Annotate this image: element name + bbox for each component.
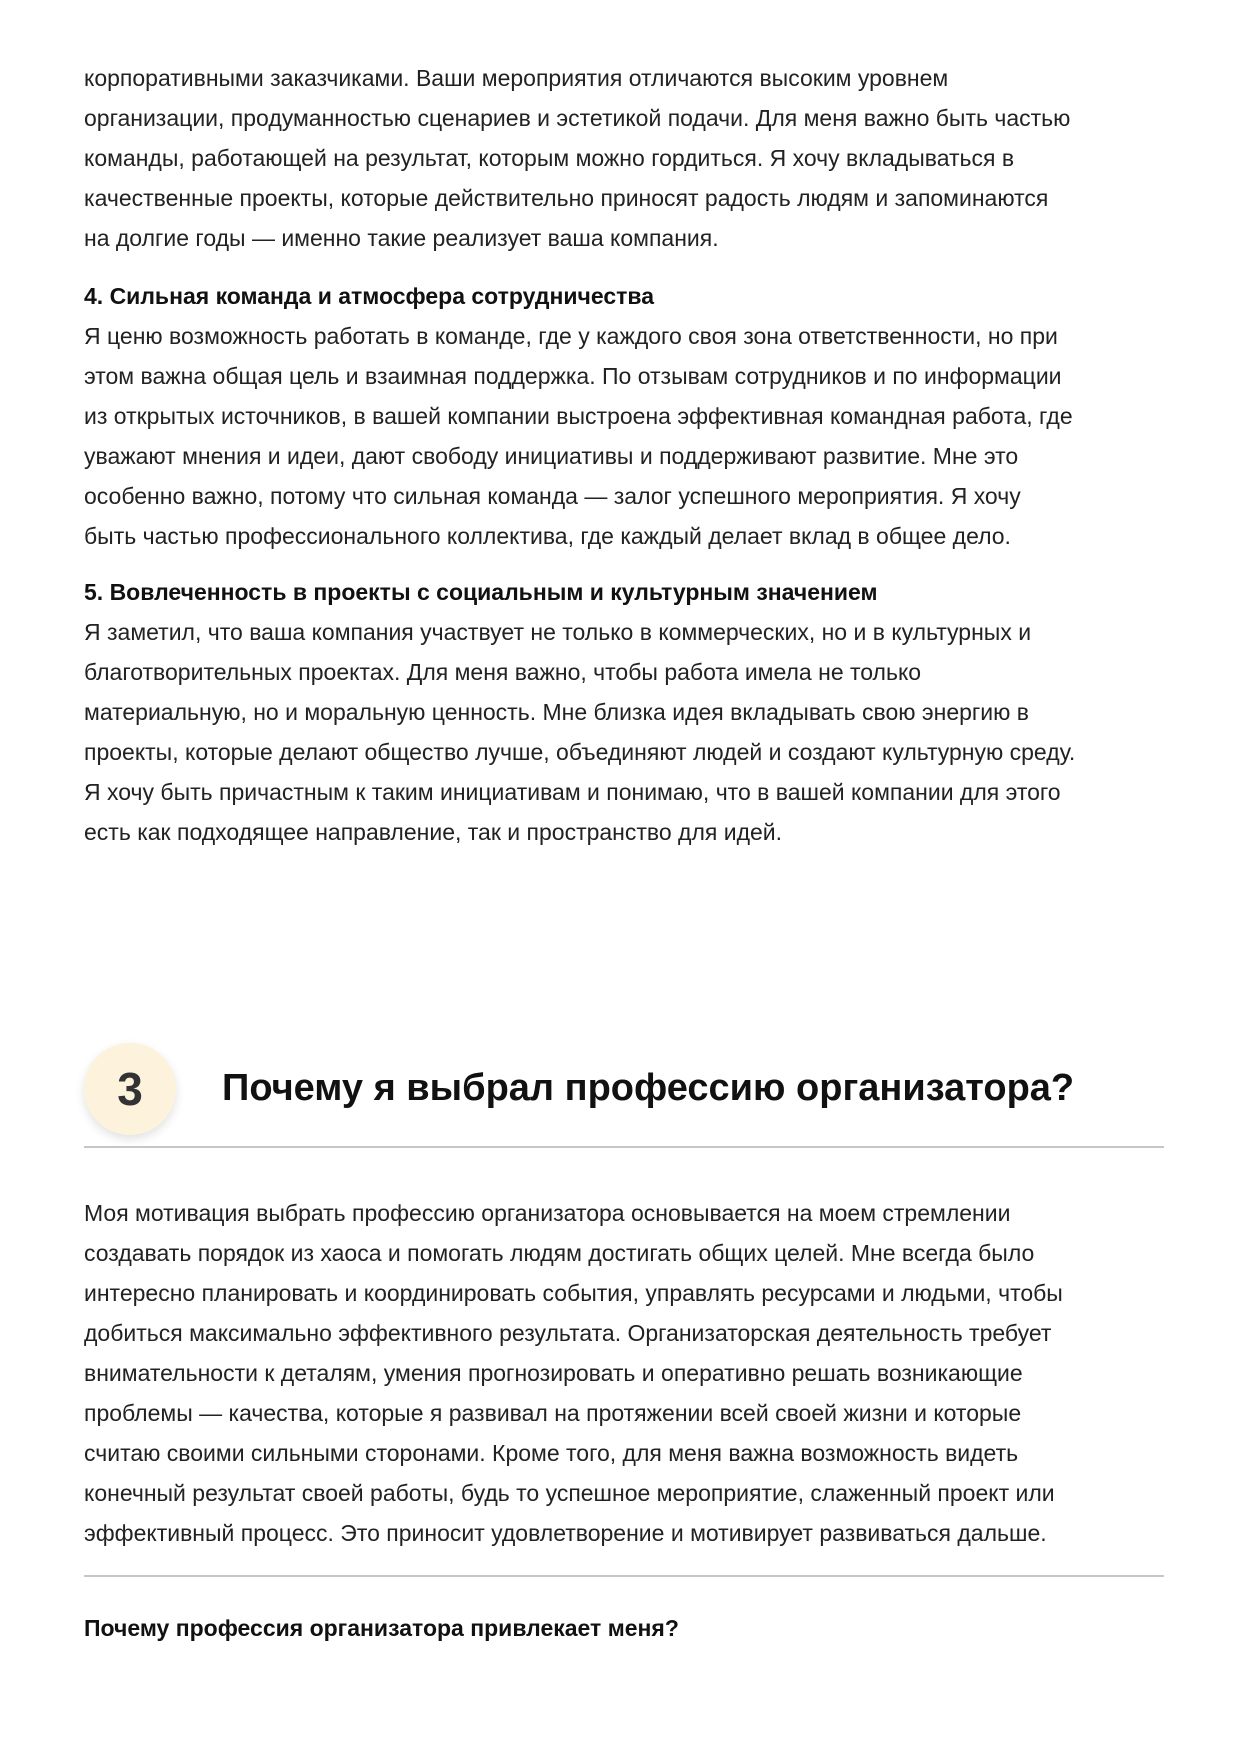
item-4-block [84, 280, 1164, 556]
text-line: считаю своими сильными сторонами. Кроме того, для меня важна возможность видеть [84, 1440, 1019, 1466]
text-line: есть как подходящее направление, так и пространство для идей. [84, 819, 783, 845]
item-5-heading: 5. Вовлеченность в проекты с социальным и культурным значением [84, 579, 878, 605]
section-title: Почему я выбрал профессию организатора? [222, 1067, 1075, 1109]
text-line: Моя мотивация выбрать профессию организатора основывается на моем стремлении [84, 1200, 1011, 1226]
text-line: конечный результат своей работы, будь то успешное мероприятие, слаженный проект или [84, 1480, 1055, 1506]
item-5-block [84, 576, 1164, 852]
text-line: качественные проекты, которые действительно приносят радость людям и запоминаются [84, 185, 1049, 211]
text-line: интересно планировать и координировать события, управлять ресурсами и людьми, чтобы [84, 1280, 1063, 1306]
text-line: благотворительных проектах. Для меня важно, чтобы работа имела не только [84, 659, 922, 685]
text-line: этом важна общая цель и взаимная поддержка. По отзывам сотрудников и по информации [84, 363, 1062, 389]
text-line: особенно важно, потому что сильная команда — залог успешного мероприятия. Я хочу [84, 483, 1021, 509]
text-line: команды, работающей на результат, которым можно гордиться. Я хочу вкладываться в [84, 145, 1015, 171]
section-3-body [84, 1193, 1164, 1553]
item-5-paragraph [84, 612, 1164, 852]
subsection-heading: Почему профессия организатора привлекает меня? [84, 1615, 679, 1641]
text-line: организации, продуманностью сценариев и эстетикой подачи. Для меня важно быть частью [84, 105, 1071, 131]
text-line: создавать порядок из хаоса и помогать людям достигать общих целей. Мне всегда было [84, 1240, 1035, 1266]
text-line: уважают мнения и идеи, дают свободу инициативы и поддерживают развитие. Мне это [84, 443, 1019, 469]
section-3-paragraph [84, 1193, 1164, 1553]
text-line: быть частью профессионального коллектива, где каждый делает вклад в общее дело. [84, 523, 1011, 549]
text-line: Я хочу быть причастным к таким инициативам и понимаю, что в вашей компании для этого [84, 779, 1061, 805]
text-line: Я ценю возможность работать в команде, где у каждого своя зона ответственности, но при [84, 323, 1058, 349]
item-4-paragraph [84, 316, 1164, 556]
text-line: Я заметил, что ваша компания участвует не только в коммерческих, но и в культурных и [84, 619, 1032, 645]
section-3-header [84, 1043, 1164, 1155]
text-line: корпоративными заказчиками. Ваши мероприятия отличаются высоким уровнем [84, 65, 949, 91]
text-line: эффективный процесс. Это приносит удовлетворение и мотивирует развиваться дальше. [84, 1520, 1047, 1546]
text-line: добиться максимально эффективного результата. Организаторская деятельность требует [84, 1320, 1052, 1346]
text-line: на долгие годы — именно такие реализует ваша компания. [84, 225, 719, 251]
text-line: проекты, которые делают общество лучше, объединяют людей и создают культурную среду. [84, 739, 1076, 765]
letter-continuation [84, 58, 1164, 852]
text-line: внимательности к деталям, умения прогнозировать и оперативно решать возникающие [84, 1360, 1023, 1386]
text-line: проблемы — качества, которые я развивал на протяжении всей своей жизни и которые [84, 1400, 1022, 1426]
item-4-heading: 4. Сильная команда и атмосфера сотрудничества [84, 283, 655, 309]
text-line: из открытых источников, в вашей компании выстроена эффективная командная работа, где [84, 403, 1073, 429]
section-divider-bottom [84, 1575, 1164, 1577]
text-line: материальную, но и моральную ценность. Мне близка идея вкладывать свою энергию в [84, 699, 1029, 725]
section-number-badge: 3 [84, 1043, 176, 1135]
section-divider-top [84, 1146, 1164, 1148]
intro-paragraph [84, 58, 1164, 258]
